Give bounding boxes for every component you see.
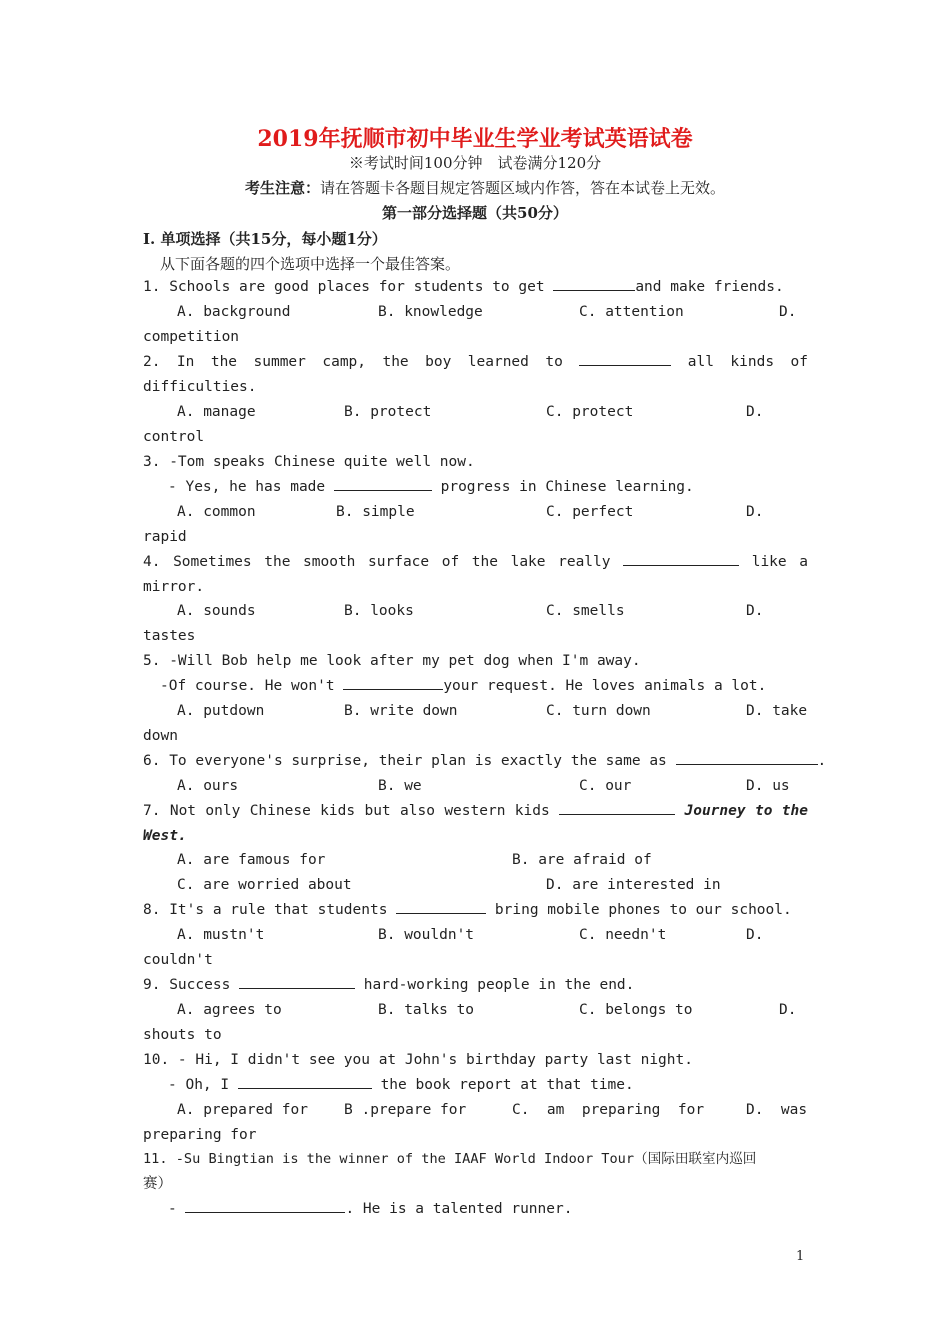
q1-option-d: D. <box>779 304 797 320</box>
question-9-stem <box>143 975 634 995</box>
q5-option-d: D. take <box>746 703 808 719</box>
q9-stem-b: hard-working people in the end. <box>355 977 635 993</box>
q7-option-d: D. are interested in <box>546 877 721 893</box>
question-8-stem <box>143 900 792 920</box>
question-5-line2 <box>160 676 766 696</box>
q4-stem-b: like a <box>751 554 808 570</box>
q9-option-c: C. belongs to <box>579 1002 693 1018</box>
answer-blank <box>396 900 486 914</box>
q10-line2-a: - Oh, I <box>168 1077 238 1093</box>
q10-option-d: D. was <box>746 1102 808 1118</box>
question-2-stem <box>143 352 808 372</box>
q10-option-d-cont: preparing for <box>143 1127 257 1143</box>
q7-stem-b: Journey to the <box>684 803 808 819</box>
q5-option-d-cont: down <box>143 728 178 744</box>
q7-option-a: A. are famous for <box>177 852 326 868</box>
q1-option-d-cont: competition <box>143 329 240 345</box>
question-1-stem <box>143 277 784 297</box>
notice-label: 考生注意： <box>245 179 321 197</box>
answer-blank <box>239 975 355 989</box>
q2-option-d: D. <box>746 404 764 420</box>
q5-option-a: A. putdown <box>177 703 265 719</box>
question-11-line1: 11. -Su Bingtian is the winner of the IAAF World Indoor Tour（国际田联室内巡回 <box>143 1151 757 1167</box>
q8-stem-a: 8. It's a rule that students <box>143 902 397 918</box>
q1-stem-a: 1. Schools are good places for students to get <box>143 279 554 295</box>
q1-option-b: B. knowledge <box>378 304 483 320</box>
q5-line2-a: -Of course. He won't <box>160 678 344 694</box>
question-10-line2 <box>168 1075 634 1095</box>
q3-option-a: A. common <box>177 504 256 520</box>
q8-option-c: C. needn't <box>579 927 667 943</box>
q4-option-d-cont: tastes <box>143 628 196 644</box>
answer-blank <box>343 676 443 690</box>
q10-line2-b: the book report at that time. <box>371 1077 634 1093</box>
answer-blank <box>623 552 739 566</box>
notice-text: 请在答题卡各题目规定答题区域内作答，答在本试卷上无效。 <box>320 179 726 197</box>
q8-option-d: D. <box>746 927 764 943</box>
question-7-stem <box>143 801 808 821</box>
q2-stem-a: 2. In the summer camp, the boy learned to <box>143 354 563 370</box>
q3-option-d: D. <box>746 504 764 520</box>
q5-line2-b: your request. He loves animals a lot. <box>443 678 767 694</box>
question-4-stem <box>143 552 808 572</box>
q11-line2-a: - <box>168 1201 186 1217</box>
q4-option-a: A. sounds <box>177 603 256 619</box>
q6-option-a: A. ours <box>177 778 239 794</box>
question-3-line2 <box>168 477 694 497</box>
q8-option-a: A. mustn't <box>177 927 265 943</box>
q6-stem-b: . <box>817 753 827 769</box>
question-11-line2 <box>168 1199 572 1219</box>
page-number: 1 <box>796 1249 805 1264</box>
q6-option-b: B. we <box>378 778 422 794</box>
page-title: 2019年抚顺市初中毕业生学业考试英语试卷 <box>257 126 693 152</box>
answer-blank <box>334 477 432 491</box>
q6-option-c: C. our <box>579 778 632 794</box>
q1-stem-b: and make friends. <box>635 279 784 295</box>
q2-option-a: A. manage <box>177 404 256 420</box>
q4-option-c: C. smells <box>546 603 625 619</box>
q4-option-d: D. <box>746 603 764 619</box>
q8-option-d-cont: couldn't <box>143 952 213 968</box>
q5-option-c: C. turn down <box>546 703 651 719</box>
q9-option-d: D. <box>779 1002 797 1018</box>
q4-stem-a: 4. Sometimes the smooth surface of the lake really <box>143 554 611 570</box>
q1-option-c: C. attention <box>579 304 684 320</box>
q9-option-d-cont: shouts to <box>143 1027 222 1043</box>
question-10-line1: 10. - Hi, I didn't see you at John's birthday party last night. <box>143 1052 693 1068</box>
part-title: 第一部分选择题（共50分） <box>382 204 568 222</box>
answer-blank <box>238 1075 372 1089</box>
q7-option-c: C. are worried about <box>177 877 352 893</box>
q10-option-b: B .prepare for <box>344 1102 467 1118</box>
q9-stem-a: 9. Success <box>143 977 240 993</box>
q2-option-c: C. protect <box>546 404 634 420</box>
q4-option-b: B. looks <box>344 603 414 619</box>
q9-option-b: B. talks to <box>378 1002 475 1018</box>
answer-blank <box>579 352 671 366</box>
q6-option-d: D. us <box>746 778 790 794</box>
q9-option-a: A. agrees to <box>177 1002 282 1018</box>
question-11-line1-cont: 赛） <box>143 1176 172 1192</box>
q3-option-b: B. simple <box>336 504 415 520</box>
q5-option-b: B. write down <box>344 703 458 719</box>
q2-stem-cont: difficulties. <box>143 379 257 395</box>
q1-option-a: A. background <box>177 304 291 320</box>
section-heading: I. 单项选择（共15分，每小题1分） <box>143 230 387 248</box>
answer-blank <box>553 277 635 291</box>
q2-option-b: B. protect <box>344 404 432 420</box>
q3-option-c: C. perfect <box>546 504 634 520</box>
question-3-line1: 3. -Tom speaks Chinese quite well now. <box>143 454 475 470</box>
q4-stem-cont: mirror. <box>143 579 205 595</box>
q3-line2-a: - Yes, he has made <box>168 479 334 495</box>
q2-stem-b: all kinds of <box>687 354 808 370</box>
q2-option-d-cont: control <box>143 429 205 445</box>
q3-option-d-cont: rapid <box>143 529 187 545</box>
q7-stem-cont: West. <box>143 828 187 844</box>
notice-line <box>245 177 725 198</box>
q8-option-b: B. wouldn't <box>378 927 475 943</box>
q8-stem-b: bring mobile phones to our school. <box>486 902 792 918</box>
question-5-line1: 5. -Will Bob help me look after my pet dog when I'm away. <box>143 653 641 669</box>
q11-line2-b: . He is a talented runner. <box>345 1201 573 1217</box>
answer-blank <box>676 751 818 765</box>
answer-blank <box>559 801 675 815</box>
section-instruction: 从下面各题的四个选项中选择一个最佳答案。 <box>160 255 461 273</box>
q10-option-a: A. prepared for <box>177 1102 308 1118</box>
q3-line2-b: progress in Chinese learning. <box>431 479 694 495</box>
exam-time-line: ※考试时间100分钟 试卷满分120分 <box>348 154 602 172</box>
q10-option-c: C. am preparing for <box>512 1102 705 1118</box>
answer-blank <box>185 1199 345 1213</box>
q7-stem-a: 7. Not only Chinese kids but also western kids <box>143 803 550 819</box>
q6-stem-a: 6. To everyone's surprise, their plan is exactly the same as <box>143 753 676 769</box>
q7-option-b: B. are afraid of <box>512 852 652 868</box>
question-6-stem <box>143 751 826 771</box>
